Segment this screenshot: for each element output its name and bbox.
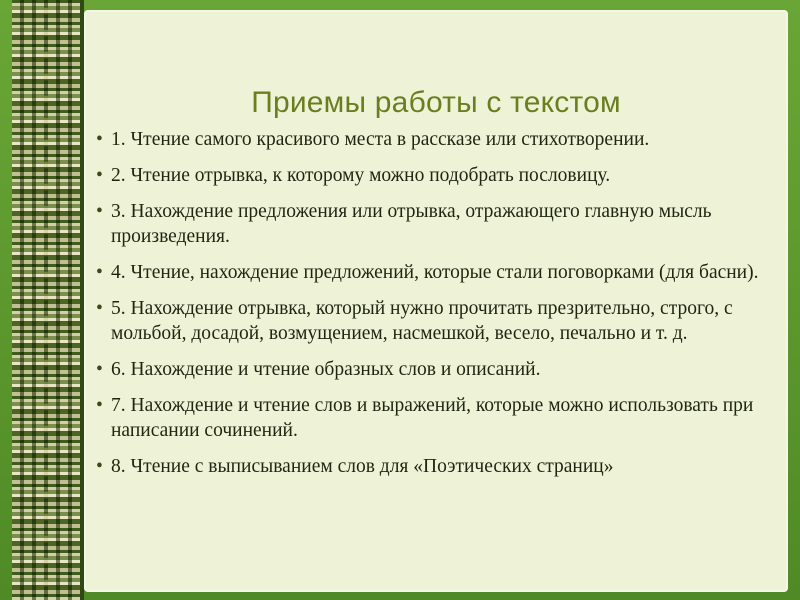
content-panel bbox=[84, 10, 788, 592]
list-item-text: 4. Чтение, нахождение предложений, которые стали поговорками (для басни). bbox=[111, 262, 759, 283]
list-item-text: 6. Нахождение и чтение образных слов и описаний. bbox=[111, 359, 541, 380]
list-item-text: 3. Нахождение предложения или отрывка, отражающего главную мысль произведения. bbox=[111, 201, 712, 247]
list-item bbox=[96, 199, 776, 249]
list-item bbox=[96, 357, 776, 382]
bullet-icon: • bbox=[96, 262, 103, 283]
list-item bbox=[96, 127, 776, 152]
bullet-icon: • bbox=[96, 298, 103, 319]
techniques-list bbox=[96, 127, 776, 490]
list-item-text: 2. Чтение отрывка, к которому можно подобрать пословицу. bbox=[111, 165, 611, 186]
list-item bbox=[96, 260, 776, 285]
list-item-text: 7. Нахождение и чтение слов и выражений, которые можно использовать при написании сочинений. bbox=[111, 395, 754, 441]
bullet-icon: • bbox=[96, 201, 103, 222]
bullet-icon: • bbox=[96, 395, 103, 416]
list-item-text: 8. Чтение с выписыванием слов для «Поэтических страниц» bbox=[111, 456, 614, 477]
list-item bbox=[96, 163, 776, 188]
slide-title: Приемы работы с текстом bbox=[251, 86, 621, 119]
bullet-icon: • bbox=[96, 359, 103, 380]
bullet-icon: • bbox=[96, 129, 103, 150]
bullet-icon: • bbox=[96, 165, 103, 186]
list-item-text: 1. Чтение самого красивого места в рассказе или стихотворении. bbox=[111, 129, 650, 150]
ornamental-border bbox=[12, 0, 80, 600]
list-item-text: 5. Нахождение отрывка, который нужно прочитать презрительно, строго, с мольбой, досадой, возмущением, насмешкой, весело, печально и т. д. bbox=[111, 298, 733, 344]
list-item bbox=[96, 393, 776, 443]
list-item bbox=[96, 454, 776, 479]
list-item bbox=[96, 296, 776, 346]
bullet-icon: • bbox=[96, 456, 103, 477]
